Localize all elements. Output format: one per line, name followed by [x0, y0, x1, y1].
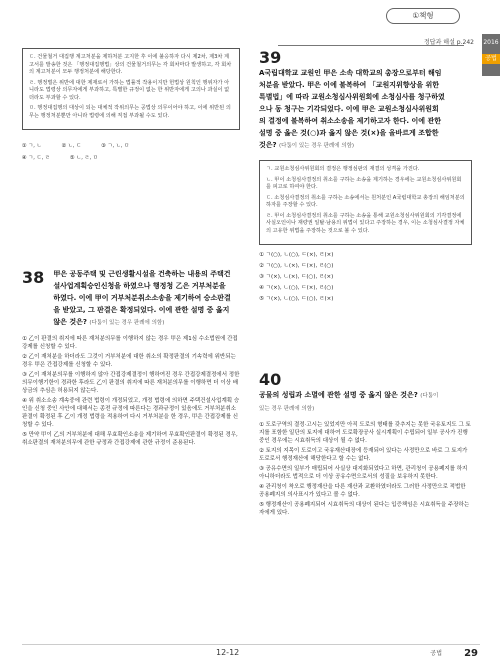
answer-reference: 정답과 해설 p.242 [424, 39, 474, 46]
choice-5[interactable]: ⑤ ㄴ, ㄹ, ㅁ [69, 155, 98, 161]
option-3[interactable]: ③ 乙이 재처분의무를 이행하지 않아 간접강제결정이 행하여진 경우 간접강제결정에서 정한 의무이행기한이 경과한 후라도 乙이 판결의 취지에 따른 재처분의무를 이행하면 더 이상 배상금의 추심은 허용되지 않는다. [22, 372, 240, 394]
option-3[interactable]: ③ ㄱ(×), ㄴ(×), ㄷ(○), ㄹ(×) [259, 274, 334, 280]
option-4[interactable]: ④ 위 취소소송 계속중에 관련 법령이 개정되었고, 개정 법령에 의하면 주택건설사업계획 승인을 신청 중인 사안에 대해서는 종전 규정에 따른다는 경과규정이 있음에도 거부처분취소판결이 확정된 후 乙이 개정 법령을 적용하여 다시 거부처분을 한 경우, 甲은 간접강제를 신청할 수 있다. [22, 398, 240, 428]
question-text: 공물의 성립과 소멸에 관한 설명 중 옳지 않은 것은? (다툼이 있는 경우 판례에 의함) [259, 391, 439, 412]
question-text: A국립대학교 교원인 甲은 소속 대학교의 총장으로부터 해임처분을 받았다. 甲은 이에 불복하여 「교원지위향상을 위한 특별법」에 따라 교원소청심사위원회에 소청심사를 청구하였으나 동 청구는 기각되었다. 이에 甲은 교원소청심사위원회의 결정에 불복하여 취소소송을 제기하고자 한다. 이에 관한 설명 중 옳은 것(○)과 옳지 않은 것(×)을 올바르게 조합한 것은? (다툼이 있는 경우 판례에 의함) [259, 69, 445, 149]
question-note: (다툼이 있는 경우 판례에 의함) [89, 320, 165, 326]
left-column [22, 48, 240, 449]
question-number: 40 [259, 370, 282, 389]
question-note: (다툼이 있는 경우 판례에 의함) [259, 393, 439, 412]
option-1[interactable]: ① ㄱ(○), ㄴ(○), ㄷ(×), ㄹ(×) [259, 252, 334, 258]
statement: ㅁ. 행정대집행의 대상이 되는 대체적 작위의무는 공법상 의무이어야 하고, 이에 위반된 의무는 행정처분뿐만 아니라 법령에 의해 직접 부과될 수도 있다. [29, 105, 231, 119]
side-tab-subject: 공법 [482, 54, 500, 64]
option-4[interactable]: ④ ㄱ(×), ㄴ(○), ㄷ(×), ㄹ(○) [259, 285, 334, 291]
question-note: (다툼이 있는 경우 판례에 의함) [279, 143, 355, 149]
statement: ㄱ. 교원소청심사위원회의 결정은 행정심판의 재결의 성격을 가진다. [266, 166, 420, 172]
option-5[interactable]: ⑤ ㄱ(×), ㄴ(○), ㄷ(○), ㄹ(×) [259, 296, 334, 302]
answer-choices-37 [22, 140, 240, 164]
side-tab-year: 2016 [483, 39, 499, 46]
option-3[interactable]: ③ 공유수면의 일부가 매립되어 사실상 대지화되었다고 하면, 관리청이 공용폐지를 하지 아니하더라도 법적으로 더 이상 공유수면으로서의 성질을 보유하지 못한다. [259, 466, 468, 480]
statement-box-37 [22, 48, 240, 130]
choice-1[interactable]: ① ㄱ, ㄴ [22, 143, 42, 149]
subject-side-tab [482, 34, 500, 76]
option-2[interactable]: ② 乙이 재처분을 하더라도 그것이 거부처분에 대한 취소의 확정판결의 기속력에 위반되는 경우 甲은 간접강제를 신청할 수 있다. [22, 354, 236, 368]
page-label: 12-12 [216, 648, 240, 657]
option-4[interactable]: ④ 관리청이 착오로 행정재산을 다른 재산과 교환하였더라도 그러한 사정만으로 적법한 공용폐지의 의사표시가 있다고 볼 수 없다. [259, 484, 466, 498]
question-text: 甲은 공동주택 및 근린생활시설을 건축하는 내용의 주택건설사업계획승인신청을 하였으나 행정청 乙은 거부처분을 하였다. 이에 甲이 거부처분취소소송을 제기하여 승소판결을 받았고, 그 판결은 확정되었다. 이에 관한 설명 중 옳지 않은 것은? (다툼이 있는 경우 판례에 의함) [53, 270, 231, 326]
statement: ㄴ. 甲이 소청심사결정의 취소를 구하는 소송을 제기하는 경우에는 교원소청심사위원회를 피고로 하여야 한다. [266, 176, 462, 190]
choice-4[interactable]: ④ ㄱ, ㄷ, ㄹ [22, 155, 50, 161]
statement: ㄹ. 행정벌은 위반에 대한 제재로서 가하는 법률적 작용이지만 헌법상 원칙인 행위자가 아니라도 법령상 의무자에게 부과하고, 특별한 규정이 없는 한 위반자에게 고의나 과실이 없더라도 부과할 수 있다. [29, 79, 230, 101]
choice-2[interactable]: ② ㄴ, ㄷ [61, 143, 82, 149]
option-5[interactable]: ⑤ 만약 甲이 乙의 거부처분에 대해 무효확인소송을 제기하여 무효확인판결이 확정된 경우, 취소판결의 재처분의무에 관한 규정과 간접강제에 관한 규정이 준용된다. [22, 432, 238, 446]
question-options [22, 335, 240, 447]
question-40 [259, 370, 472, 517]
question-number: 39 [259, 48, 282, 67]
subject-label: 공법 [430, 650, 442, 657]
statement-box-39 [259, 160, 472, 245]
option-1[interactable]: ① 도로구역의 결정·고시는 있었지만 아직 도로의 형태를 갖추지는 못한 국유토지도 그 토지를 포함한 일단의 토지에 대하여 도로확장공사 실시계획이 수립되어 일부 공사가 진행 중인 경우에는 시효취득의 대상이 될 수 없다. [259, 422, 471, 444]
option-2[interactable]: ② ㄱ(○), ㄴ(×), ㄷ(×), ㄹ(○) [259, 263, 334, 269]
option-1[interactable]: ① 乙이 판결의 취지에 따른 재처분의무를 이행하지 않는 경우 甲은 제1심 수소법원에 간접강제를 신청할 수 있다. [22, 336, 238, 350]
question-39-options [259, 251, 472, 304]
booklet-type-tag: ①책형 [386, 8, 460, 24]
statement: ㄷ. 소청심사결정의 취소를 구하는 소송에서는 원처분인 A국립대학교 총장의 해임처분의 하자를 주장할 수 있다. [266, 194, 465, 208]
footer-rule [22, 644, 480, 645]
question-40-options [259, 421, 472, 517]
option-5[interactable]: ⑤ 행정재산이 공용폐지되어 시효취득의 대상이 된다는 입증책임은 시효취득을 주장하는 자에게 있다. [259, 502, 470, 516]
statement: ㄹ. 甲이 소청심사결정의 취소를 구하는 소송을 통해 교원소청심사위원회의 기각결정에 사실오인이나 재량권 일탈·남용의 위법이 있다고 주장하는 경우, 이는 소청심사결정 자체의 고유한 위법을 주장하는 것으로 볼 수 있다. [266, 212, 465, 234]
question-38 [22, 268, 240, 447]
page-number: 29 [464, 648, 478, 659]
question-39 [259, 48, 472, 152]
statement: ㄷ. 건물철거 대집행 계고처분을 제하처분 고지한 후 이에 불응하자 다시 제2차, 제3차 계고서를 발송한 것은 「행정대집행법」상의 건물철거의무는 각 회차마다 발생하고, 각 회차의 계고처분이 모두 행정처분에 해당한다. [29, 54, 232, 75]
choice-3[interactable]: ③ ㄱ, ㄴ, ㅁ [101, 143, 130, 149]
right-column [259, 48, 472, 519]
question-number: 38 [22, 268, 45, 287]
option-2[interactable]: ② 토지의 지목이 도로이고 국유재산대장에 등재되어 있다는 사정만으로 바로 그 토지가 도로로서 행정재산에 해당한다고 할 수는 없다. [259, 448, 468, 462]
